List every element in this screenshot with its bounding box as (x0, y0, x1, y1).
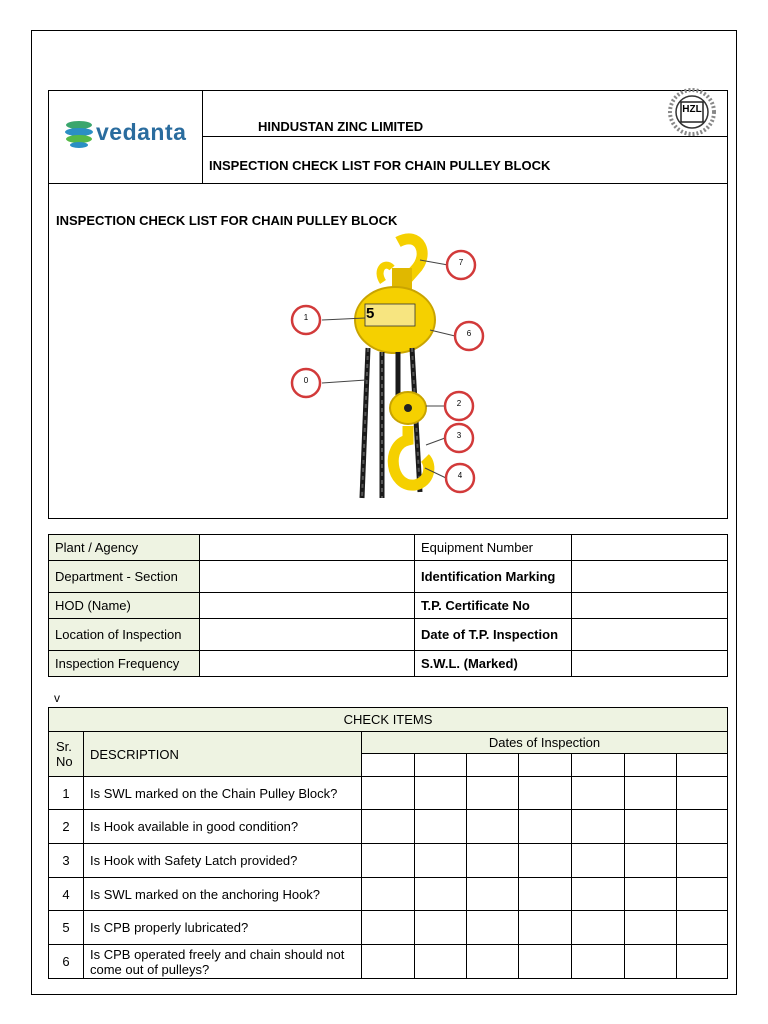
inspection-check-cell[interactable] (518, 944, 572, 979)
inspection-check-cell[interactable] (676, 944, 728, 979)
row-description: Is CPB operated freely and chain should not come out of pulleys? (83, 944, 362, 979)
inspection-check-cell[interactable] (466, 910, 519, 945)
inspection-check-cell[interactable] (466, 809, 519, 844)
inspection-check-cell[interactable] (414, 877, 467, 911)
inspection-check-cell[interactable] (571, 809, 625, 844)
info-label-identification-marking: Identification Marking (414, 560, 572, 593)
date-column-header-1[interactable] (361, 753, 415, 777)
inspection-check-cell[interactable] (676, 776, 728, 810)
inspection-check-cell[interactable] (361, 776, 415, 810)
col-header-dates: Dates of Inspection (361, 731, 728, 754)
hzl-emblem-text: HZL (682, 104, 702, 115)
inspection-check-cell[interactable] (414, 809, 467, 844)
inspection-check-cell[interactable] (518, 776, 572, 810)
vedanta-logo (64, 116, 189, 152)
info-value-department[interactable] (199, 560, 415, 593)
callout-2: 2 (456, 399, 462, 408)
inspection-check-cell[interactable] (624, 910, 677, 945)
inspection-check-cell[interactable] (571, 776, 625, 810)
vedanta-logo-text: vedanta (96, 119, 187, 145)
row-number: 2 (48, 809, 84, 844)
date-column-header-6[interactable] (624, 753, 677, 777)
inspection-check-cell[interactable] (571, 843, 625, 878)
callout-4: 4 (457, 471, 463, 480)
info-label-tp-inspection-date: Date of T.P. Inspection (414, 618, 572, 651)
info-label-hod: HOD (Name) (48, 592, 200, 619)
row-description: Is Hook with Safety Latch provided? (83, 843, 362, 878)
inspection-check-cell[interactable] (571, 877, 625, 911)
date-column-header-7[interactable] (676, 753, 728, 777)
col-header-sr-no-text: Sr. No (56, 739, 73, 769)
inspection-check-cell[interactable] (624, 776, 677, 810)
inspection-check-cell[interactable] (624, 809, 677, 844)
chain-pulley-block-figure (280, 230, 490, 505)
col-header-sr-no (48, 731, 84, 777)
inspection-check-cell[interactable] (518, 843, 572, 878)
inspection-check-cell[interactable] (361, 910, 415, 945)
info-value-tp-inspection-date[interactable] (571, 618, 728, 651)
inspection-check-cell[interactable] (676, 809, 728, 844)
hoist-capacity-label: 5 (366, 305, 375, 322)
vedanta-logo-mark-icon (64, 116, 94, 150)
figure-heading: INSPECTION CHECK LIST FOR CHAIN PULLEY BLOCK (56, 213, 398, 228)
date-column-header-3[interactable] (466, 753, 519, 777)
inspection-check-cell[interactable] (466, 843, 519, 878)
inspection-check-cell[interactable] (361, 809, 415, 844)
info-value-swl[interactable] (571, 650, 728, 677)
col-header-description: DESCRIPTION (83, 731, 362, 777)
inspection-check-cell[interactable] (518, 877, 572, 911)
check-items-title: CHECK ITEMS (48, 707, 728, 732)
inspection-check-cell[interactable] (414, 944, 467, 979)
info-value-location[interactable] (199, 618, 415, 651)
inspection-check-cell[interactable] (466, 776, 519, 810)
info-label-department: Department - Section (48, 560, 200, 593)
row-number: 6 (48, 944, 84, 979)
info-value-equipment-number[interactable] (571, 534, 728, 561)
inspection-check-cell[interactable] (518, 910, 572, 945)
date-column-header-4[interactable] (518, 753, 572, 777)
inspection-check-cell[interactable] (571, 944, 625, 979)
stray-mark: v (54, 691, 60, 705)
inspection-check-cell[interactable] (414, 776, 467, 810)
header-divider-h1 (202, 136, 728, 137)
inspection-check-cell[interactable] (571, 910, 625, 945)
inspection-check-cell[interactable] (676, 877, 728, 911)
inspection-check-cell[interactable] (414, 843, 467, 878)
company-name: HINDUSTAN ZINC LIMITED (258, 119, 424, 134)
callout-7: 7 (458, 258, 464, 267)
inspection-check-cell[interactable] (676, 910, 728, 945)
row-description: Is Hook available in good condition? (83, 809, 362, 844)
hzl-emblem (666, 88, 718, 136)
inspection-check-cell[interactable] (676, 843, 728, 878)
info-label-tp-certificate: T.P. Certificate No (414, 592, 572, 619)
info-value-tp-certificate[interactable] (571, 592, 728, 619)
inspection-check-cell[interactable] (414, 910, 467, 945)
row-number: 1 (48, 776, 84, 810)
inspection-check-cell[interactable] (466, 944, 519, 979)
inspection-check-cell[interactable] (518, 809, 572, 844)
inspection-check-cell[interactable] (361, 843, 415, 878)
row-description: Is SWL marked on the anchoring Hook? (83, 877, 362, 911)
date-column-header-5[interactable] (571, 753, 625, 777)
info-label-location: Location of Inspection (48, 618, 200, 651)
info-value-plant[interactable] (199, 534, 415, 561)
header-divider-h2 (48, 183, 728, 184)
inspection-check-cell[interactable] (361, 944, 415, 979)
inspection-check-cell[interactable] (361, 877, 415, 911)
row-number: 4 (48, 877, 84, 911)
inspection-check-cell[interactable] (624, 877, 677, 911)
info-label-plant: Plant / Agency (48, 534, 200, 561)
info-value-hod[interactable] (199, 592, 415, 619)
callout-1: 1 (303, 313, 309, 322)
info-label-equipment-number: Equipment Number (414, 534, 572, 561)
info-value-identification-marking[interactable] (571, 560, 728, 593)
row-description: Is SWL marked on the Chain Pulley Block? (83, 776, 362, 810)
callout-6: 6 (466, 329, 472, 338)
inspection-check-cell[interactable] (624, 944, 677, 979)
doc-title: INSPECTION CHECK LIST FOR CHAIN PULLEY BLOCK (209, 158, 551, 173)
info-value-frequency[interactable] (199, 650, 415, 677)
row-description: Is CPB properly lubricated? (83, 910, 362, 945)
info-label-frequency: Inspection Frequency (48, 650, 200, 677)
row-number: 3 (48, 843, 84, 878)
info-label-swl: S.W.L. (Marked) (414, 650, 572, 677)
callout-3: 3 (456, 431, 462, 440)
inspection-check-cell[interactable] (466, 877, 519, 911)
inspection-check-cell[interactable] (624, 843, 677, 878)
callout-0: 0 (303, 376, 309, 385)
row-number: 5 (48, 910, 84, 945)
date-column-header-2[interactable] (414, 753, 467, 777)
